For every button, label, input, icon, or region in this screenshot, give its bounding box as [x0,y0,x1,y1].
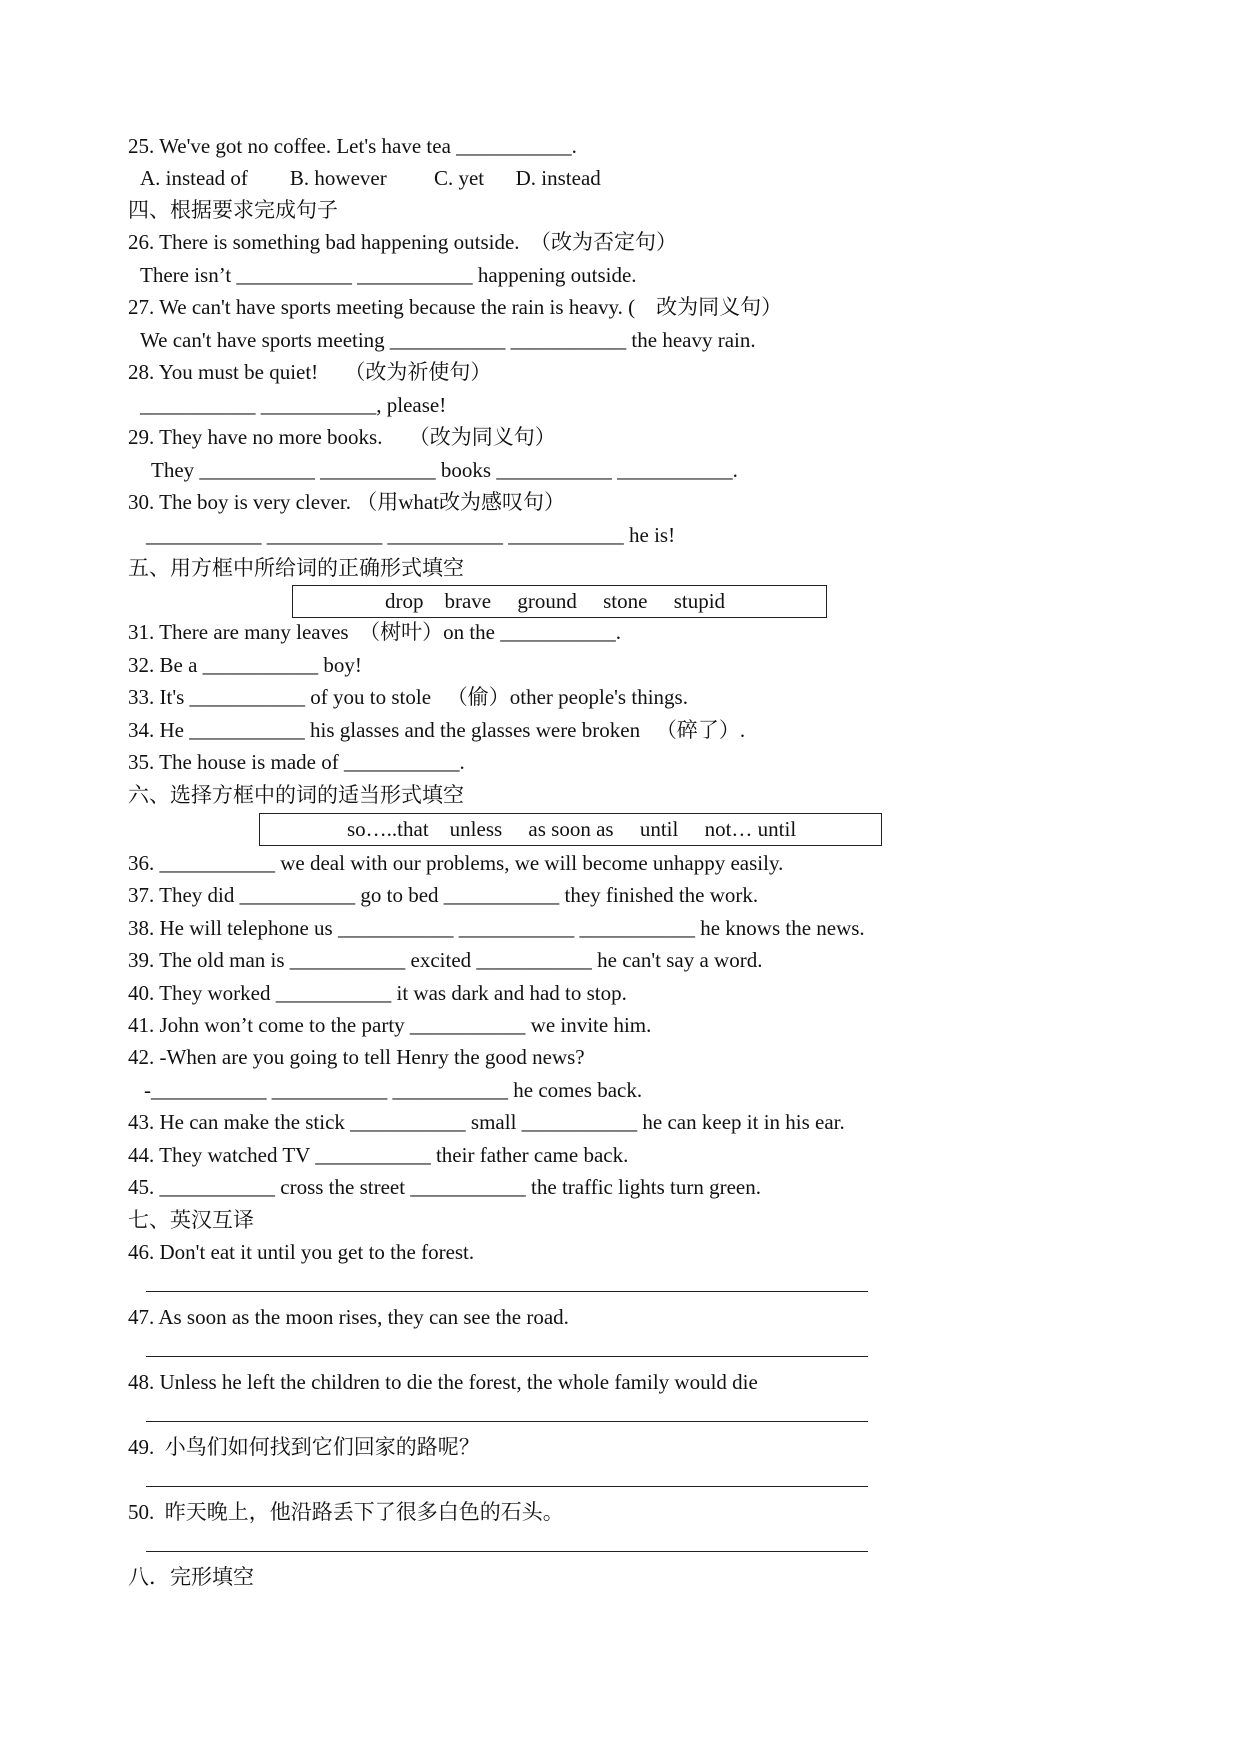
question-29-answer: They ___________ ___________ books ___________ ___________. [151,458,738,482]
section-6-heading: 六、选择方框中的词的适当形式填空 [128,783,464,807]
question-33: 33. It's ___________ of you to stole （偷）other people's things. [128,685,688,709]
question-25-options: A. instead of B. however C. yet D. instead [140,166,601,190]
section-7-heading: 七、英汉互译 [128,1208,254,1232]
question-41: 41. John won’t come to the party ___________ we invite him. [128,1013,652,1037]
question-38: 38. He will telephone us ___________ ___________ ___________ he knows the news. [128,916,865,940]
word-box-section-6: so…..that unless as soon as until not… until [259,813,882,846]
question-37: 37. They did ___________ go to bed ___________ they finished the work. [128,883,759,907]
question-29-stem: 29. They have no more books. （改为同义句） [128,425,556,449]
question-40: 40. They worked ___________ it was dark and had to stop. [128,981,627,1005]
question-44: 44. They watched TV ___________ their father came back. [128,1143,629,1167]
answer-line-50 [146,1551,868,1552]
question-32: 32. Be a ___________ boy! [128,653,362,677]
section-8-heading: 八．完形填空 [128,1565,254,1589]
question-43: 43. He can make the stick ___________ small ___________ he can keep it in his ear. [128,1110,845,1134]
question-50: 50. 昨天晚上，他沿路丢下了很多白色的石头。 [128,1500,564,1524]
answer-line-49 [146,1486,868,1487]
question-26-stem: 26. There is something bad happening outside. （改为否定句） [128,230,678,254]
question-47: 47. As soon as the moon rises, they can see the road. [128,1305,569,1329]
question-26-answer: There isn’t ___________ ___________ happening outside. [140,263,637,287]
answer-line-47 [146,1356,868,1357]
question-27-stem: 27. We can't have sports meeting because the rain is heavy. ( 改为同义句） [128,295,783,319]
section-4-heading: 四、根据要求完成句子 [128,198,338,222]
question-49: 49. 小鸟们如何找到它们回家的路呢？ [128,1435,480,1459]
question-27-answer: We can't have sports meeting ___________ ___________ the heavy rain. [140,328,756,352]
answer-line-46 [146,1291,868,1292]
question-28-answer: ___________ ___________, please! [140,393,447,417]
question-30-stem: 30. The boy is very clever. （用what改为感叹句） [128,490,566,514]
question-45: 45. ___________ cross the street ___________ the traffic lights turn green. [128,1175,761,1199]
question-42-answer: -___________ ___________ ___________ he comes back. [144,1078,643,1102]
question-30-answer: ___________ ___________ ___________ ___________ he is! [146,523,676,547]
question-46: 46. Don't eat it until you get to the forest. [128,1240,475,1264]
answer-line-48 [146,1421,868,1422]
word-box-section-5: drop brave ground stone stupid [292,585,827,618]
question-42-stem: 42. -When are you going to tell Henry the good news? [128,1045,585,1069]
question-28-stem: 28. You must be quiet! （改为祈使句） [128,360,492,384]
question-34: 34. He ___________ his glasses and the glasses were broken （碎了）. [128,718,746,742]
question-25-stem: 25. We've got no coffee. Let's have tea ___________. [128,134,577,158]
question-48: 48. Unless he left the children to die the forest, the whole family would die [128,1370,758,1394]
section-5-heading: 五、用方框中所给词的正确形式填空 [128,556,464,580]
question-39: 39. The old man is ___________ excited ___________ he can't say a word. [128,948,763,972]
question-31: 31. There are many leaves （树叶）on the ___________. [128,620,621,644]
question-36: 36. ___________ we deal with our problems, we will become unhappy easily. [128,851,784,875]
question-35: 35. The house is made of ___________. [128,750,465,774]
